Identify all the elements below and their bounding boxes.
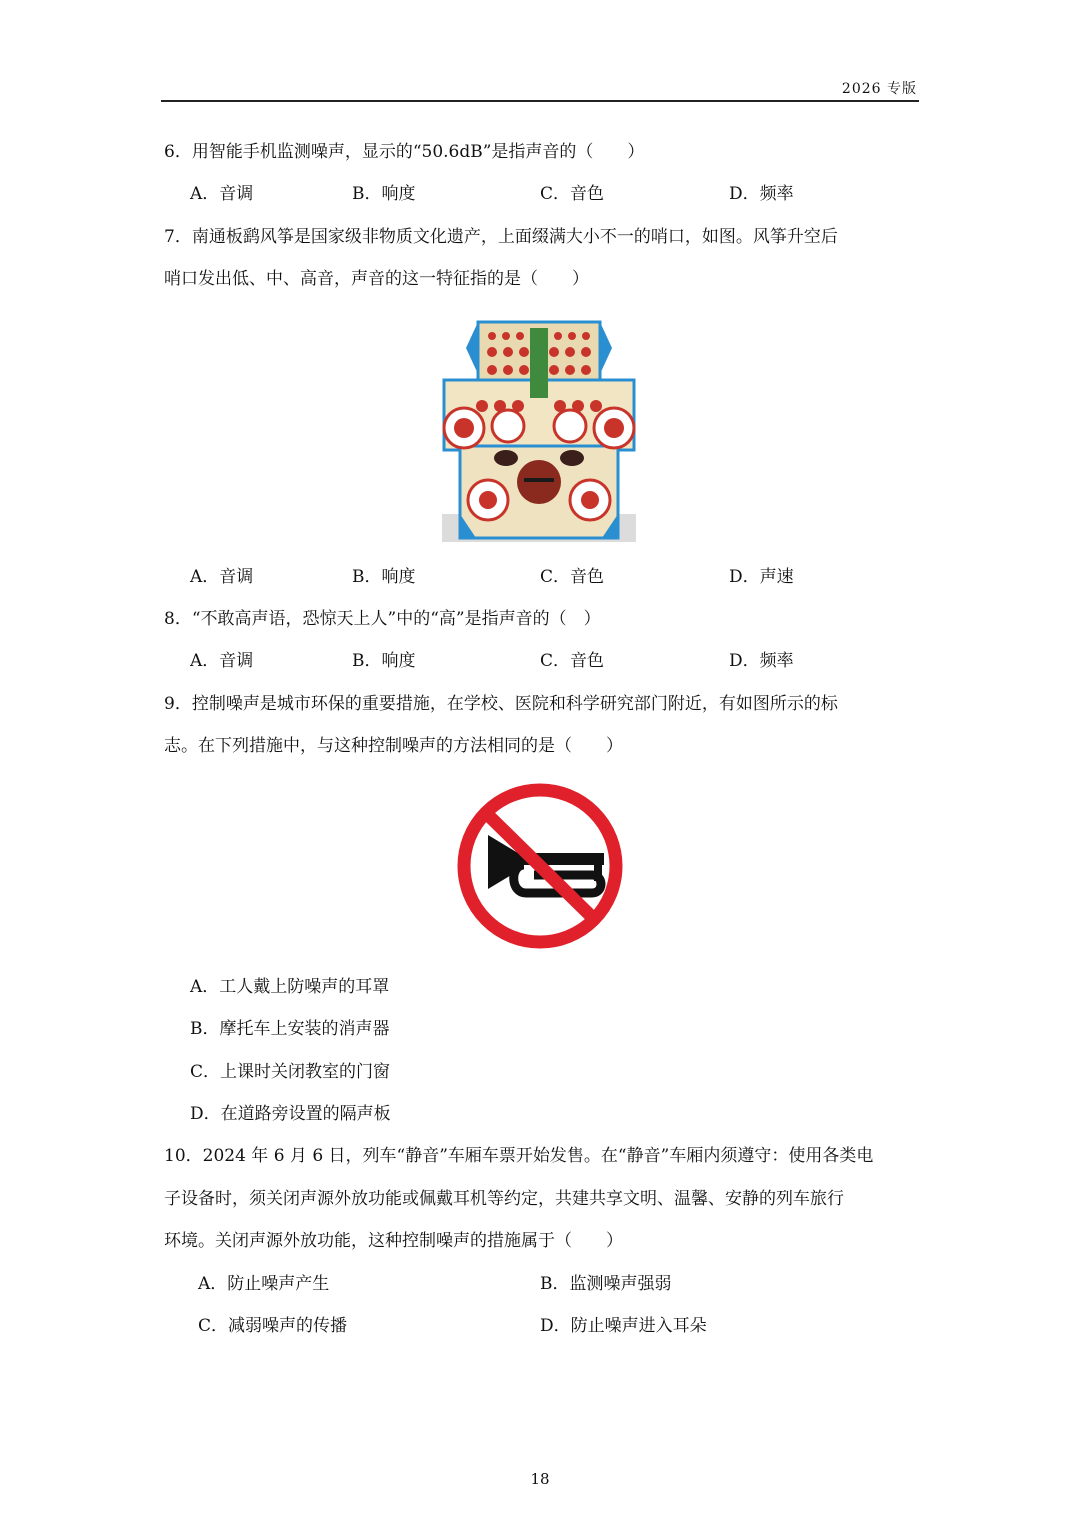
q9-option-d[interactable]: D．在道路旁设置的隔声板: [190, 1104, 391, 1124]
question-text: 用智能手机监测噪声，显示的“50.6dB”是指声音的（ ）: [191, 142, 645, 162]
question-10-line-2: 子设备时，须关闭声源外放功能或佩戴耳机等约定，共建共享文明、温馨、安静的列车旅行: [164, 1189, 844, 1209]
q10-option-b[interactable]: B．监测噪声强弱: [540, 1274, 672, 1294]
question-7: [164, 227, 838, 247]
question-text-line-1: 控制噪声是城市环保的重要措施，在学校、医院和科学研究部门附近，有如图所示的标: [191, 694, 838, 714]
q6-option-b[interactable]: B．响度: [352, 184, 416, 204]
question-9-line-2: 志。在下列措施中，与这种控制噪声的方法相同的是（ ）: [164, 736, 623, 756]
question-7-line-2: 哨口发出低、中、高音，声音的这一特征指的是（ ）: [164, 269, 589, 289]
q8-option-c[interactable]: C．音色: [540, 651, 605, 671]
question-text: “不敢高声语，恐惊天上人”中的“高”是指声音的（ ）: [191, 609, 601, 629]
question-9: [164, 694, 838, 714]
question-number: 9．: [164, 694, 192, 714]
page-number: 18: [530, 1470, 550, 1488]
q7-option-d[interactable]: D．声速: [729, 567, 794, 587]
q7-option-c[interactable]: C．音色: [540, 567, 605, 587]
q8-option-b[interactable]: B．响度: [352, 651, 416, 671]
question-10-line-3: 环境。关闭声源外放功能，这种控制噪声的措施属于（ ）: [164, 1231, 623, 1251]
question-number: 6．: [164, 142, 192, 162]
q9-option-a[interactable]: A．工人戴上防噪声的耳罩: [190, 977, 390, 997]
question-text-line-1: 南通板鹞风筝是国家级非物质文化遗产，上面缀满大小不一的哨口，如图。风筝升空后: [191, 227, 838, 247]
question-number: 8．: [164, 609, 192, 629]
q6-option-d[interactable]: D．频率: [729, 184, 794, 204]
q9-option-c[interactable]: C．上课时关闭教室的门窗: [190, 1062, 391, 1082]
edition-label: 2026 专版: [841, 81, 917, 97]
q9-option-b[interactable]: B．摩托车上安装的消声器: [190, 1019, 390, 1039]
question-8: [164, 609, 601, 629]
q10-option-d[interactable]: D．防止噪声进入耳朵: [540, 1316, 707, 1336]
q8-option-d[interactable]: D．频率: [729, 651, 794, 671]
q6-option-c[interactable]: C．音色: [540, 184, 605, 204]
q7-option-a[interactable]: A．音调: [190, 567, 254, 587]
page-header: [161, 78, 919, 102]
question-text-line-1: 2024 年 6 月 6 日，列车“静音”车厢车票开始发售。在“静音”车厢内须遵守：使用各类电: [202, 1146, 874, 1166]
q10-option-a[interactable]: A．防止噪声产生: [198, 1274, 330, 1294]
question-10: [164, 1146, 873, 1166]
kite-figure: [442, 318, 636, 542]
question-number: 7．: [164, 227, 192, 247]
question-6: [164, 142, 644, 162]
q6-option-a[interactable]: A．音调: [190, 184, 254, 204]
no-horn-sign-figure: [454, 781, 626, 951]
question-number: 10．: [164, 1146, 203, 1166]
q8-option-a[interactable]: A．音调: [190, 651, 254, 671]
q7-option-b[interactable]: B．响度: [352, 567, 416, 587]
q10-option-c[interactable]: C．减弱噪声的传播: [198, 1316, 348, 1336]
